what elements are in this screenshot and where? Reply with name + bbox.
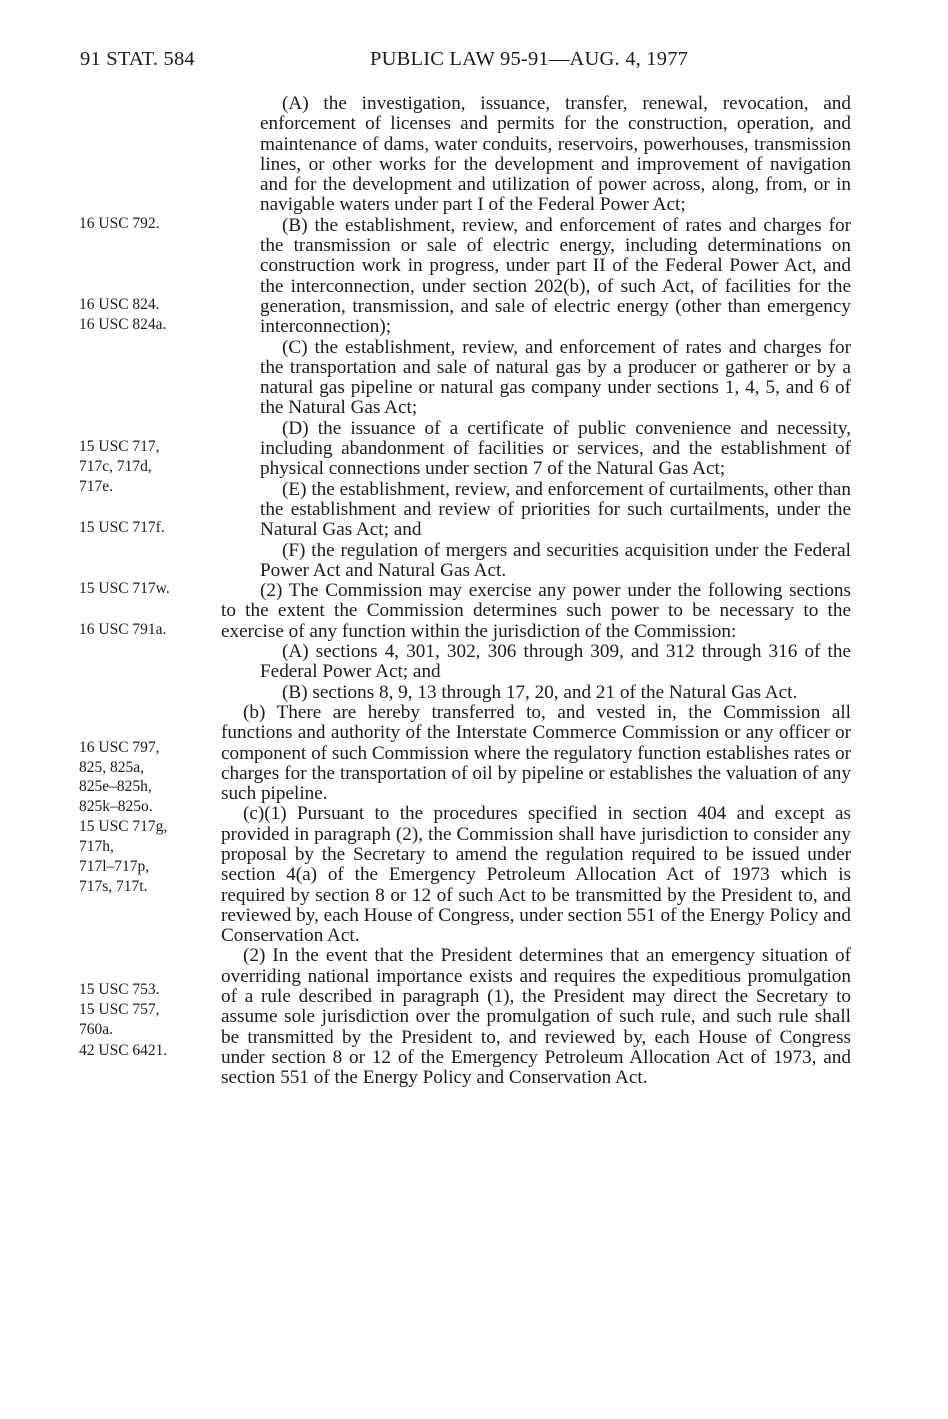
paragraph-2-subparagraph-b: (B) sections 8, 9, 13 through 17, 20, and 21 of the Natural Gas Act. [282,681,798,703]
subparagraph-d: (D) the issuance of a certificate of public convenience and necessity, including abandonment of facilities or services, and the establishment of physical connections under section 7 of the Natural Gas Act; [260,417,851,480]
subsection-c-1: (c)(1) Pursuant to the procedures specified in section 404 and except as provided in paragraph (2), the Commission shall have jurisdiction to consider any proposal by the Secretary to amend the regulation required to be issued under section 4(a) of the Emergency Petroleum Allocation Act of 1973 which is required by section 8 or 12 of such Act to be transmitted by the President to, and reviewed by, each House of Congress, under section 551 of the Energy Policy and Conservation Act. [221,803,851,947]
margin-note: 717c, 717d, [79,458,152,475]
subparagraph-e: (E) the establishment, review, and enforcement of curtailments, other than the establishment and review of priorities for such curtailments, under the Natural Gas Act; and [260,478,851,541]
margin-note: 15 USC 753. [79,981,160,998]
statute-body [221,94,851,1089]
margin-note: 760a. [79,1021,114,1038]
margin-note: 15 USC 717w. [79,580,170,597]
margin-note: 15 USC 717f. [79,519,165,536]
subparagraph-c: (C) the establishment, review, and enforcement of rates and charges for the transportation and sale of natural gas by a producer or gatherer or by a natural gas pipeline or natural gas company under sections 1, 4, 5, and 6 of the Natural Gas Act; [260,336,851,419]
subsection-b: (b) There are hereby transferred to, and vested in, the Commission all functions and authority of the Interstate Commerce Commission or any officer or component of such Commission where the regulatory function establishes rates or charges for the transportation of oil by pipeline or establishes the valuation of any such pipeline. [221,701,851,805]
subparagraph-f: (F) the regulation of mergers and securities acquisition under the Federal Power Act and Natural Gas Act. [260,539,851,581]
margin-note: 16 USC 791a. [79,621,167,638]
margin-note: 717l–717p, [79,858,150,875]
margin-note: 16 USC 792. [79,215,160,232]
paragraph-2-subparagraph-a: (A) sections 4, 301, 302, 306 through 309, and 312 through 316 of the Federal Power Act; and [260,641,851,683]
margin-note: 16 USC 824a. [79,316,167,333]
page-running-title: PUBLIC LAW 95-91—AUG. 4, 1977 [370,48,689,70]
page-stat-number: 91 STAT. 584 [80,48,195,70]
margin-note: 717e. [79,478,114,495]
margin-note: 825e–825h, [79,778,152,795]
margin-note: 825, 825a, [79,759,145,776]
margin-note: 717s, 717t. [79,878,148,895]
margin-note: 15 USC 717, [79,438,160,455]
subparagraph-a: (A) the investigation, issuance, transfer, renewal, revocation, and enforcement of licenses and permits for the construction, operation, and maintenance of dams, water conduits, reservoirs, powerhouses, transmission lines, or other works for the development and improvement of navigation and for the development and utilization of power across, along, from, or in navigable waters under part I of the Federal Power Act; [260,93,851,216]
paragraph-2: (2) The Commission may exercise any power under the following sections to the extent the Commission determines such power to be necessary to the exercise of any function within the jurisdiction of the Commission: [221,580,851,642]
margin-note: 15 USC 757, [79,1001,160,1018]
subsection-c-2: (2) In the event that the President determines that an emergency situation of overriding national importance exists and requires the expeditious promulgation of a rule described in paragraph (1), the President may direct the Secretary to assume sole jurisdiction over the promulgation of such rule, and such rule shall be transmitted by the President to, and reviewed by, each House of Congress under section 8 or 12 of the Emergency Petroleum Allocation Act of 1973, and section 551 of the Energy Policy and Conservation Act. [221,945,851,1089]
subparagraph-b: (B) the establishment, review, and enforcement of rates and charges for the transmission or sale of electric energy, including determinations on construction work in progress, under part II of the Federal Power Act, and the interconnection, under section 202(b), of such Act, of facilities for the generation, transmission, and sale of electric energy (other than emergency interconnection); [260,214,851,338]
margin-note: 16 USC 824. [79,296,160,313]
margin-note: 16 USC 797, [79,739,160,756]
margin-note: 15 USC 717g, [79,818,168,835]
margin-note: 42 USC 6421. [79,1042,168,1059]
margin-note: 717h, [79,838,114,855]
margin-note: 825k–825o. [79,798,153,815]
